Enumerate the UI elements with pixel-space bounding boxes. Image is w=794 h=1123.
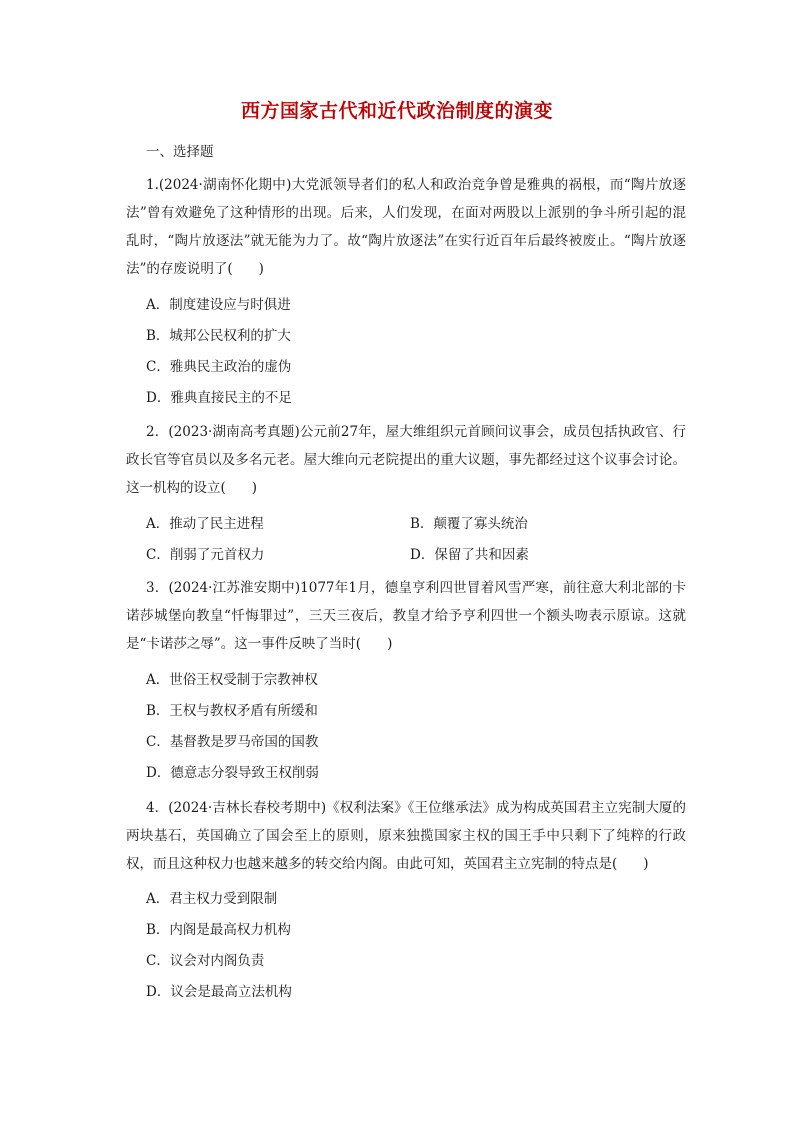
section-heading: 一、选择题 — [146, 144, 214, 160]
question-4-option-a[interactable]: A．君主权力受到限制 — [146, 891, 278, 907]
question-4-option-b[interactable]: B．内阁是最高权力机构 — [146, 922, 291, 938]
question-4-stem: 4．(2024·吉林长春校考期中)《权利法案》《王位继承法》成为构成英国君主立宪制大厦的两块基石，英国确立了国会至上的原则，原来独揽国家主权的国王手中只剩下了纯粹的行政权，而且这种权力也越来越多的转交给内阁。由此可知，英国君主立宪制的特点是( ) — [126, 800, 686, 872]
question-3-option-a[interactable]: A．世俗王权受制于宗教神权 — [146, 672, 318, 688]
question-3-option-d[interactable]: D．德意志分裂导致王权削弱 — [146, 765, 319, 781]
question-2-option-c[interactable]: C．削弱了元首权力 — [146, 547, 265, 563]
question-2-option-b[interactable]: B．颠覆了寡头统治 — [410, 516, 528, 532]
question-2-stem: 2．(2023·湖南高考真题)公元前27年，屋大维组织元首顾问议事会，成员包括执政官、行政长官等官员以及多名元老。屋大维向元老院提出的重大议题，事先都经过这个议事会讨论。这一机构的设立( ) — [126, 424, 686, 496]
question-2-option-a[interactable]: A．推动了民主进程 — [146, 516, 264, 532]
question-1-option-d[interactable]: D．雅典直接民主的不足 — [146, 390, 292, 406]
question-1-option-c[interactable]: C．雅典民主政治的虚伪 — [146, 359, 292, 375]
question-3-option-c[interactable]: C．基督教是罗马帝国的国教 — [146, 734, 319, 750]
question-2-option-d[interactable]: D．保留了共和因素 — [410, 547, 529, 563]
question-3-option-b[interactable]: B．王权与教权矛盾有所缓和 — [146, 703, 318, 719]
question-4-option-d[interactable]: D．议会是最高立法机构 — [146, 984, 292, 1000]
question-3-stem: 3．(2024·江苏淮安期中)1077年1月，德皇亨利四世冒着风雪严寒，前往意大利北部的卡诺莎城堡向教皇“忏悔罪过”，三天三夜后，教皇才给予亨利四世一个额头吻表示原谅。这就是“卡诺莎之辱”。这一事件反映了当时( ) — [126, 580, 686, 652]
question-1-option-a[interactable]: A．制度建设应与时俱进 — [146, 297, 291, 313]
question-1-stem: 1.(2024·湖南怀化期中)大党派领导者们的私人和政治竞争曾是雅典的祸根，而“陶片放逐法”曾有效避免了这种情形的出现。后来，人们发现，在面对两股以上派别的争斗所引起的混乱时，“陶片放逐法”就无能为力了。故“陶片放逐法”在实行近百年后最终被废止。“陶片放逐法”的存废说明了( ) — [126, 177, 686, 277]
question-1-option-b[interactable]: B．城邦公民权利的扩大 — [146, 328, 291, 344]
question-4-option-c[interactable]: C．议会对内阁负责 — [146, 953, 265, 969]
document-title: 西方国家古代和近代政治制度的演变 — [240, 100, 553, 122]
